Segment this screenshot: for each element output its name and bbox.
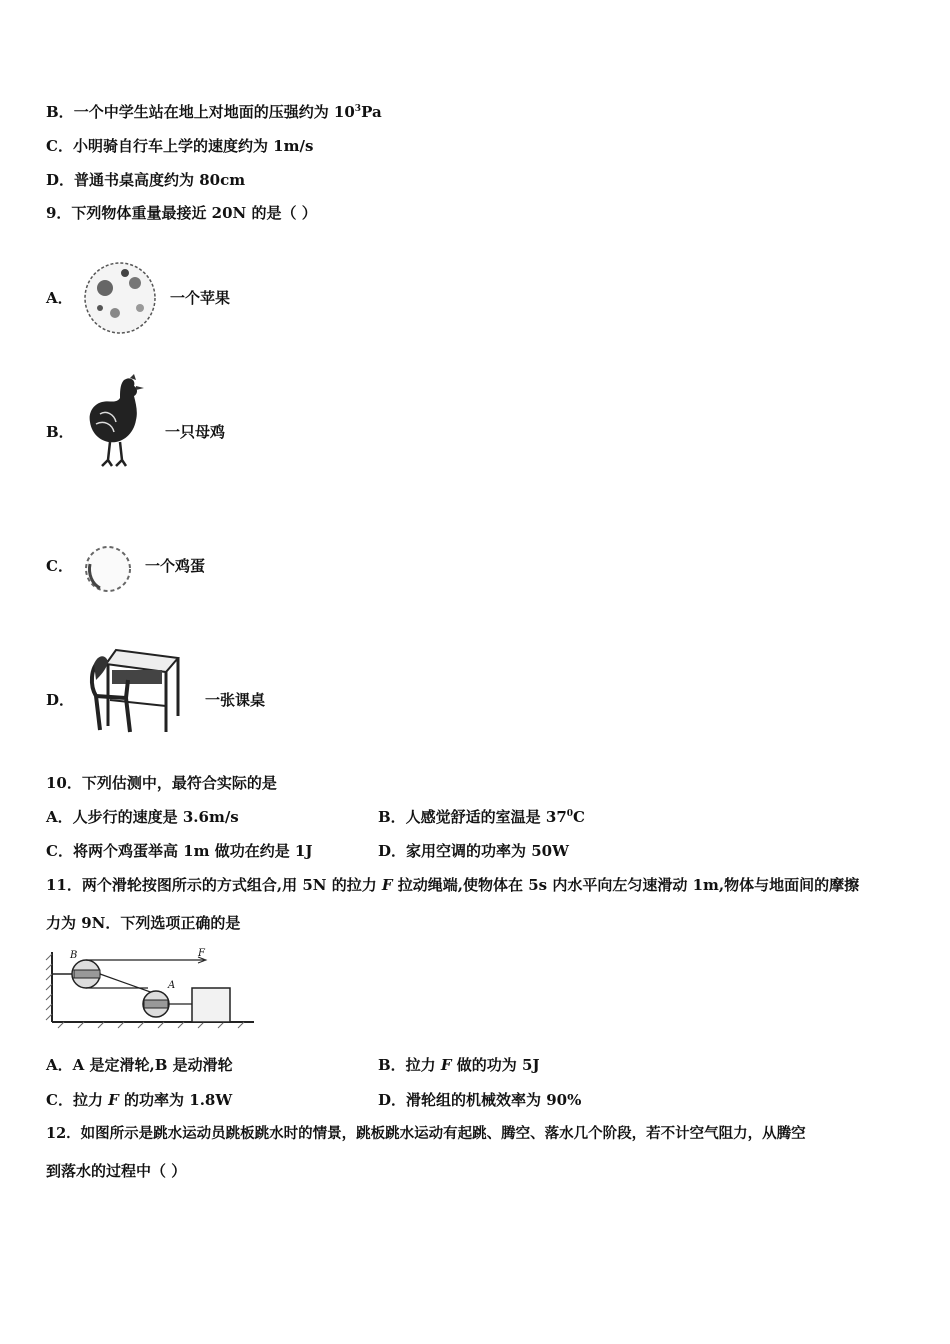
q10-option-a: A．人步行的速度是 3.6m/s (46, 808, 239, 826)
q9-stem: 9．下列物体重量最接近 20N 的是（ ） (46, 204, 317, 222)
stem-text: 11．两个滑轮按图所示的方式组合,用 5N 的拉力 (46, 876, 382, 894)
option-text: 的功率为 1.8W (118, 1091, 233, 1109)
q11-option-b (378, 1055, 540, 1075)
q11-option-a: A．A 是定滑轮,B 是动滑轮 (46, 1056, 233, 1074)
q11-stem-line2: 力为 9N．下列选项正确的是 (46, 914, 241, 932)
superscript: 3 (354, 104, 362, 114)
q11-stem-line1 (46, 875, 859, 895)
q10-option-d: D．家用空调的功率为 50W (378, 842, 569, 860)
option-unit: C (573, 808, 585, 826)
option-text: B．拉力 (378, 1056, 441, 1074)
apple-icon (80, 258, 160, 338)
option-text: B．人感觉舒适的室温是 37 (378, 808, 567, 826)
q10-option-c: C．将两个鸡蛋举高 1m 做功在约是 1J (46, 842, 313, 860)
q10-option-b (378, 807, 585, 827)
stem-text: 拉动绳端,使物体在 5s 内水平向左匀速滑动 1m,物体与地面间的摩擦 (392, 876, 860, 894)
egg-icon (82, 544, 134, 594)
option-text: 做的功为 5J (451, 1056, 540, 1074)
pulley-a-label: A (168, 980, 176, 991)
q9-option-c-letter: C． (46, 557, 73, 575)
q9-option-a-letter: A． (46, 289, 73, 307)
hen-icon (86, 374, 146, 470)
pulley-b-label: B (70, 950, 78, 961)
option-letter: B． (46, 103, 74, 121)
q8-option-c: C．小明骑自行车上学的速度约为 1m/s (46, 137, 314, 155)
force-f-label: F (198, 948, 205, 959)
q8-option-b (46, 102, 382, 122)
desk-icon (86, 640, 188, 736)
q9-option-c-label: 一个鸡蛋 (145, 557, 206, 575)
option-unit: Pa (361, 103, 382, 121)
q12-stem-line2: 到落水的过程中（ ） (46, 1162, 187, 1180)
superscript: 0 (566, 809, 574, 819)
q9-option-b-letter: B． (46, 423, 74, 441)
option-text: C．拉力 (46, 1091, 109, 1109)
q9-option-d-label: 一张课桌 (205, 691, 266, 709)
force-symbol: F (381, 876, 393, 894)
q8-option-d: D．普通书桌高度约为 80cm (46, 171, 246, 189)
q10-stem: 10．下列估测中，最符合实际的是 (46, 774, 277, 792)
force-symbol: F (440, 1056, 452, 1074)
q11-option-c (46, 1090, 232, 1110)
force-symbol: F (108, 1091, 119, 1109)
q12-stem-line1: 12．如图所示是跳水运动员跳板跳水时的情景，跳板跳水运动有起跳、腾空、落水几个阶段，若不计空气阻力，从腾空 (46, 1125, 806, 1142)
q9-option-d-letter: D． (46, 691, 75, 709)
q9-option-a-label: 一个苹果 (170, 289, 231, 307)
q9-option-b-label: 一只母鸡 (165, 423, 226, 441)
option-text: 一个中学生站在地上对地面的压强约为 10 (73, 103, 355, 121)
q11-option-d: D．滑轮组的机械效率为 90% (378, 1091, 582, 1109)
